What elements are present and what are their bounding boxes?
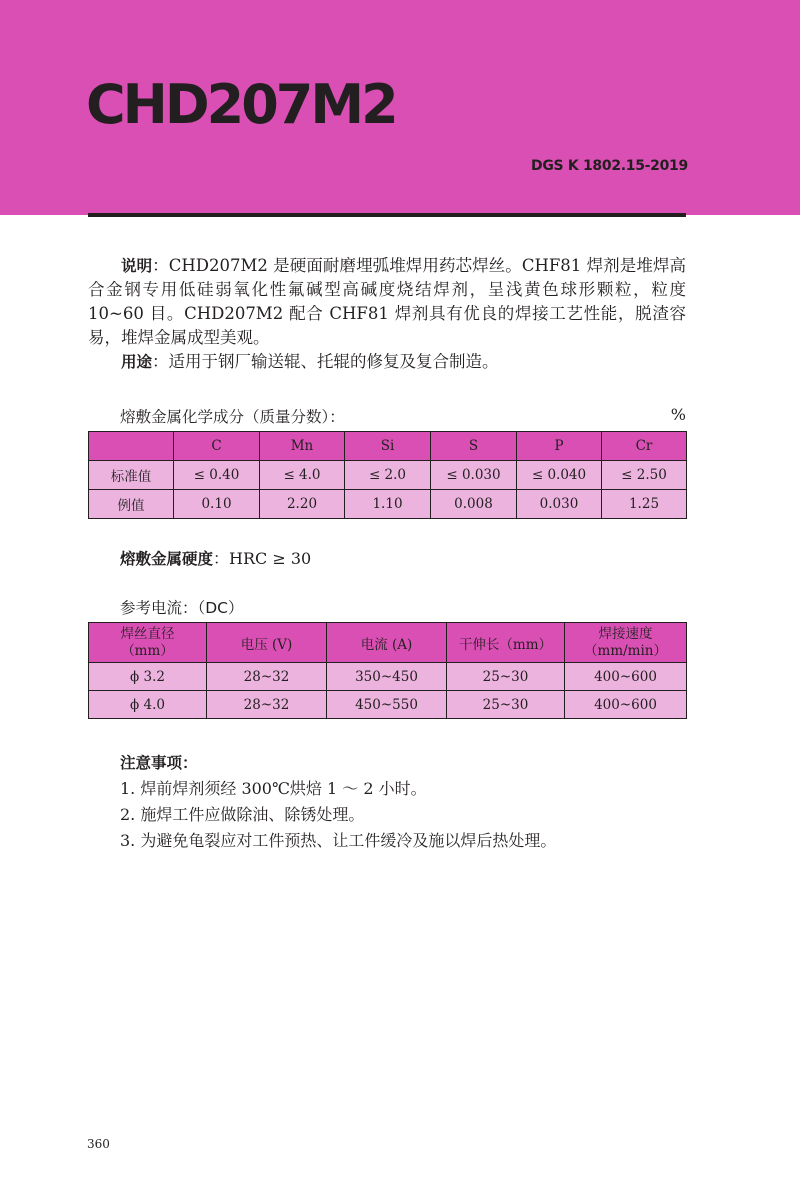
current-table bbox=[88, 622, 687, 719]
hardness-value: ：HRC ≥ 30 bbox=[213, 549, 312, 568]
table-cell: 400~600 bbox=[565, 691, 687, 719]
column-header: 干伸长（mm） bbox=[447, 623, 565, 663]
table-cell: 25~30 bbox=[447, 663, 565, 691]
table-row bbox=[89, 663, 687, 691]
column-header: Cr bbox=[602, 432, 687, 461]
table-cell: 28~32 bbox=[207, 691, 327, 719]
list-item: 3. 为避免龟裂应对工件预热、让工件缓冷及施以焊后热处理。 bbox=[120, 831, 557, 850]
chemistry-table bbox=[88, 431, 687, 519]
column-header: 电流 (A) bbox=[327, 623, 447, 663]
description-label: 说明 bbox=[121, 257, 153, 275]
column-header: Si bbox=[345, 432, 431, 461]
row-label: 例值 bbox=[89, 490, 174, 519]
notes-heading: 注意事项： bbox=[120, 754, 198, 772]
hardness-line bbox=[120, 546, 311, 569]
list-item: 1. 焊前焊剂须经 300℃烘焙 1 ～ 2 小时。 bbox=[120, 779, 427, 798]
column-header: 焊接速度 （mm/min） bbox=[565, 623, 687, 663]
description-text: ：CHD207M2 是硬面耐磨埋弧堆焊用药芯焊丝。CHF81 焊剂是堆焊高合金钢专用低硅弱氧化性氟碱型高碱度烧结焊剂，呈浅黄色球形颗粒，粒度 10~60 目。CHD207M2 配合 CHF81 焊剂具有优良的焊接工艺性能，脱渣容易，堆焊金属成型美观。 bbox=[88, 256, 686, 347]
table-cell: 0.030 bbox=[517, 490, 602, 519]
table-cell: 1.10 bbox=[345, 490, 431, 519]
column-header: Mn bbox=[260, 432, 345, 461]
table-cell: ≤ 2.50 bbox=[602, 461, 687, 490]
column-header: P bbox=[517, 432, 602, 461]
table-cell: 2.20 bbox=[260, 490, 345, 519]
table-cell: 0.008 bbox=[431, 490, 517, 519]
table-header-row bbox=[89, 623, 687, 663]
table-cell: ≤ 2.0 bbox=[345, 461, 431, 490]
table-cell: ϕ 4.0 bbox=[89, 691, 207, 719]
table-cell: ≤ 0.40 bbox=[174, 461, 260, 490]
table-cell: 450~550 bbox=[327, 691, 447, 719]
notes-list bbox=[120, 776, 556, 854]
row-label: 标准值 bbox=[89, 461, 174, 490]
product-title: CHD207M2 bbox=[86, 73, 396, 136]
list-item: 2. 施焊工件应做除油、除锈处理。 bbox=[120, 805, 365, 824]
usage-label: 用途 bbox=[121, 353, 153, 371]
column-header: S bbox=[431, 432, 517, 461]
table-cell: 1.25 bbox=[602, 490, 687, 519]
current-heading: 参考电流：（DC） bbox=[120, 599, 244, 617]
table-cell: ≤ 4.0 bbox=[260, 461, 345, 490]
table-header-row bbox=[89, 432, 687, 461]
table-cell: ≤ 0.040 bbox=[517, 461, 602, 490]
column-header bbox=[89, 432, 174, 461]
notes-section bbox=[120, 750, 556, 854]
usage-paragraph bbox=[88, 350, 686, 374]
table-cell: 25~30 bbox=[447, 691, 565, 719]
description-section bbox=[88, 254, 686, 374]
table-cell: ϕ 3.2 bbox=[89, 663, 207, 691]
table-row bbox=[89, 691, 687, 719]
chemistry-heading: 熔敷金属化学成分（质量分数）： bbox=[120, 408, 345, 426]
table-cell: 28~32 bbox=[207, 663, 327, 691]
header-divider bbox=[88, 213, 686, 217]
column-header: 焊丝直径 （mm） bbox=[89, 623, 207, 663]
chemistry-unit: % bbox=[670, 405, 686, 424]
table-cell: 0.10 bbox=[174, 490, 260, 519]
description-paragraph bbox=[88, 254, 686, 350]
column-header: C bbox=[174, 432, 260, 461]
table-cell: 350~450 bbox=[327, 663, 447, 691]
page-number: 360 bbox=[87, 1137, 110, 1151]
usage-text: ：适用于钢厂输送辊、托辊的修复及复合制造。 bbox=[152, 352, 499, 371]
standard-code: DGS K 1802.15-2019 bbox=[531, 158, 688, 174]
table-cell: ≤ 0.030 bbox=[431, 461, 517, 490]
table-cell: 400~600 bbox=[565, 663, 687, 691]
table-row bbox=[89, 490, 687, 519]
hardness-label: 熔敷金属硬度 bbox=[120, 550, 214, 568]
column-header: 电压 (V) bbox=[207, 623, 327, 663]
header-banner bbox=[0, 0, 800, 215]
table-row bbox=[89, 461, 687, 490]
